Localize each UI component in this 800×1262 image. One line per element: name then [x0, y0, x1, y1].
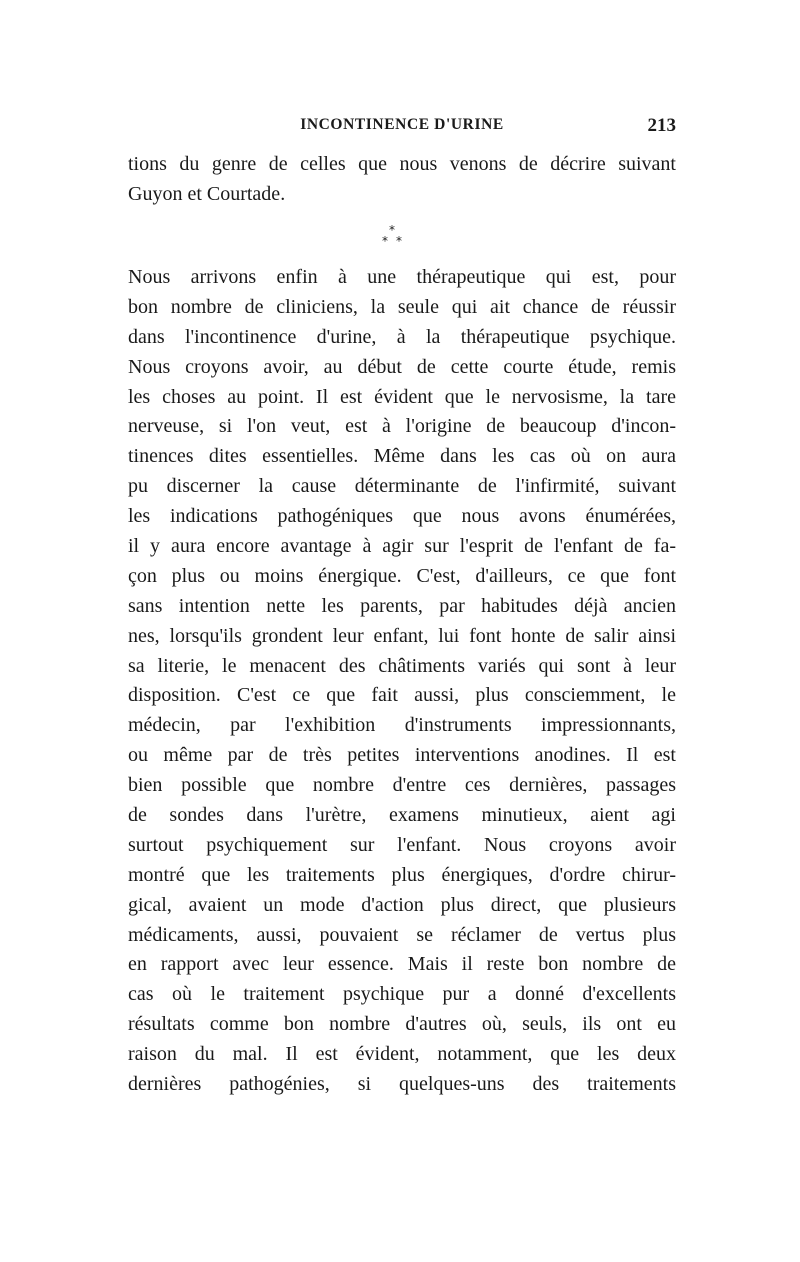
text-line: nes, lorsqu'ils grondent leur enfant, lui font honte de salir ainsi	[128, 624, 676, 647]
text-line: montré que les traitements plus énergiques, d'ordre chirur-	[128, 863, 676, 886]
text-line: de sondes dans l'urètre, examens minutieux, aient agi	[128, 804, 676, 827]
text-line: pu discerner la cause déterminante de l'infirmité, suivant	[128, 475, 676, 498]
text-line: Nous arrivons enfin à une thérapeutique qui est, pour	[128, 266, 676, 288]
section-asterism	[380, 224, 410, 252]
text-line: Nous croyons avoir, au début de cette courte étude, remis	[128, 355, 676, 378]
text-line: il y aura encore avantage à agir sur l'esprit de l'enfant de fa-	[128, 535, 676, 558]
text-line: ou même par de très petites interventions anodines. Il est	[128, 744, 676, 767]
text-line: bien possible que nombre d'entre ces dernières, passages	[128, 774, 676, 797]
text-line: surtout psychiquement sur l'enfant. Nous croyons avoir	[128, 833, 676, 856]
text-line: gical, avaient un mode d'action plus direct, que plusieurs	[128, 893, 676, 916]
asterism-star: *	[382, 234, 388, 248]
text-line: résultats comme bon nombre d'autres où, seuls, ils ont eu	[128, 1013, 676, 1036]
text-line: tinences dites essentielles. Même dans les cas où on aura	[128, 445, 676, 468]
text-line: disposition. C'est ce que fait aussi, plus consciemment, le	[128, 684, 676, 707]
running-head	[128, 116, 676, 140]
text-line: sans intention nette les parents, par habitudes déjà ancien	[128, 594, 676, 617]
text-line: les choses au point. Il est évident que le nervosisme, la tare	[128, 385, 676, 408]
paragraph-main	[128, 263, 676, 1100]
text-line: nerveuse, si l'on veut, est à l'origine de beaucoup d'incon-	[128, 415, 676, 438]
text-line: Guyon et Courtade.	[128, 182, 286, 205]
page-number: 213	[647, 115, 676, 136]
asterism-star: *	[389, 223, 395, 237]
text-line: dans l'incontinence d'urine, à la thérapeutique psychique.	[128, 325, 676, 348]
text-line: en rapport avec leur essence. Mais il reste bon nombre de	[128, 953, 676, 976]
chapter-title: INCONTINENCE D'URINE	[300, 116, 504, 133]
text-line: médecin, par l'exhibition d'instruments impressionnants,	[128, 714, 676, 737]
text-line: çon plus ou moins énergique. C'est, d'ailleurs, ce que font	[128, 564, 676, 587]
text-line: médicaments, aussi, pouvaient se réclamer de vertus plus	[128, 923, 676, 946]
text-line: sa literie, le menacent des châtiments variés qui sont à leur	[128, 654, 676, 677]
text-line: cas où le traitement psychique pur a donné d'excellents	[128, 983, 676, 1006]
asterism-star: *	[396, 234, 402, 248]
paragraph-continued	[128, 150, 676, 210]
text-line: les indications pathogéniques que nous avons énumérées,	[128, 505, 676, 528]
text-line: bon nombre de cliniciens, la seule qui ait chance de réussir	[128, 295, 676, 318]
text-line: raison du mal. Il est évident, notamment, que les deux	[128, 1043, 676, 1066]
text-line: dernières pathogénies, si quelques-uns des traitements	[128, 1073, 676, 1096]
text-line: tions du genre de celles que nous venons de décrire suivant	[128, 153, 676, 175]
